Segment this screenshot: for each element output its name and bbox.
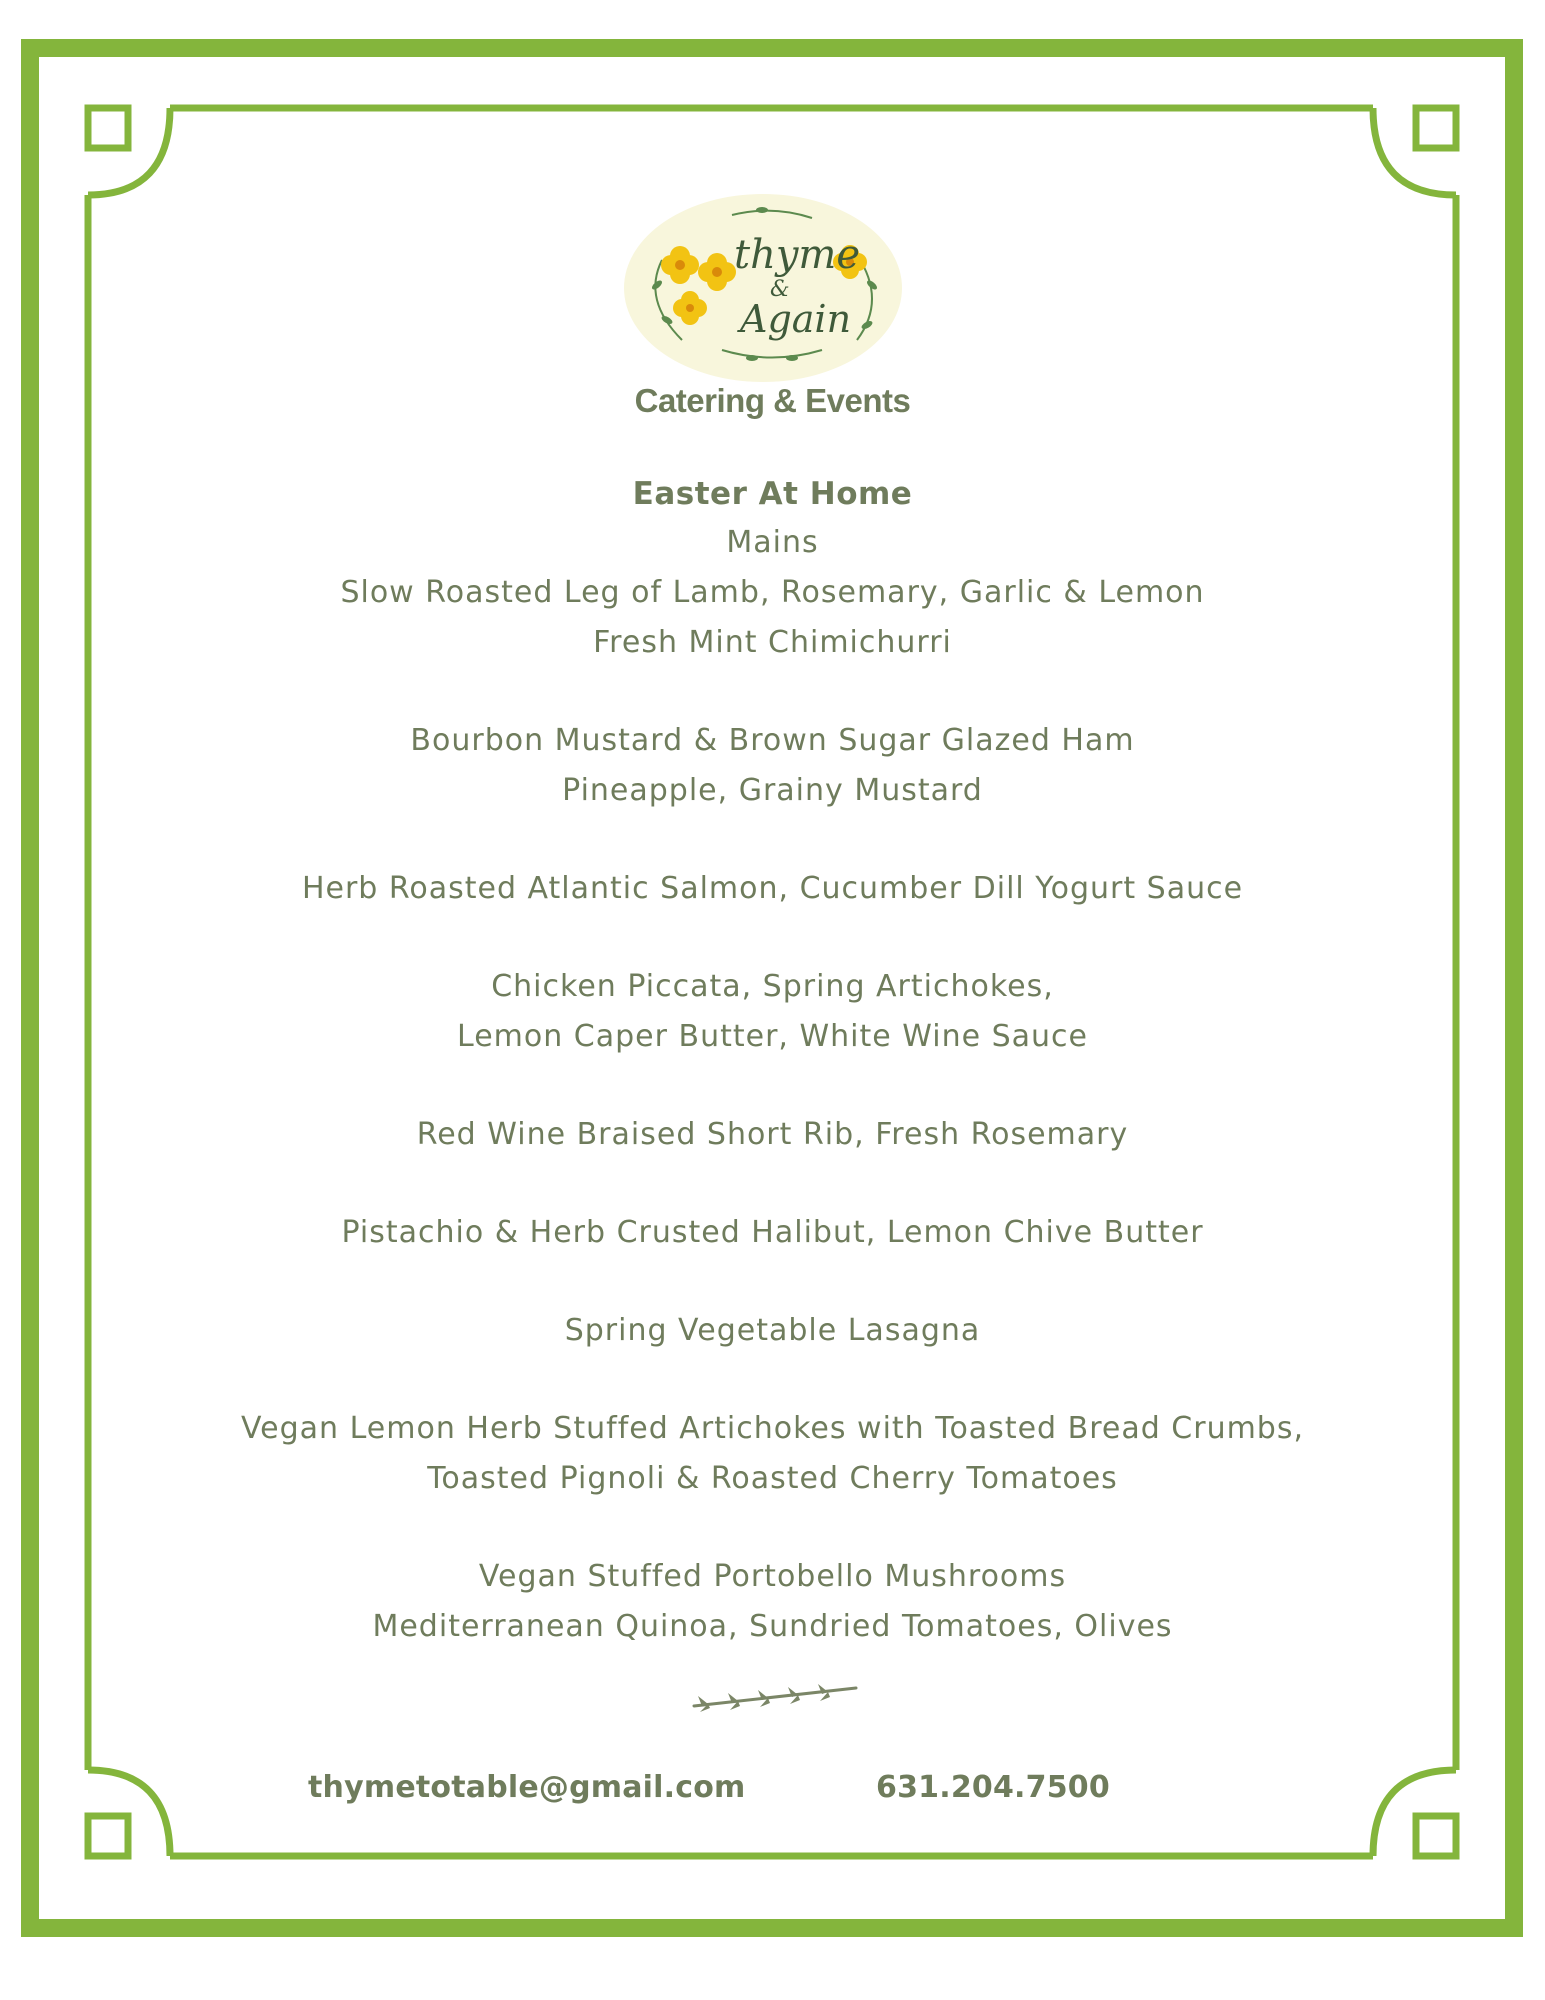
- sprig-icon: [690, 1680, 860, 1724]
- menu-item-line: Vegan Lemon Herb Stuffed Artichokes with Toasted Bread Crumbs,: [240, 1411, 1305, 1446]
- menu-item: [0, 1110, 1545, 1160]
- logo-text-again: Again: [740, 297, 852, 341]
- contact-phone[interactable]: 631.204.7500: [876, 1770, 1110, 1805]
- menu-item-line: Bourbon Mustard & Brown Sugar Glazed Ham: [410, 723, 1135, 758]
- brand-logo: [622, 190, 904, 386]
- menu-item: [0, 962, 1545, 1062]
- menu-item-line: Toasted Pignoli & Roasted Cherry Tomatoes: [427, 1461, 1118, 1496]
- menu-content: [0, 470, 1545, 1700]
- menu-item-line: Lemon Caper Butter, White Wine Sauce: [457, 1019, 1088, 1054]
- menu-item: [0, 1306, 1545, 1356]
- logo-artwork: [622, 190, 904, 386]
- menu-item-line: Slow Roasted Leg of Lamb, Rosemary, Garlic & Lemon: [340, 575, 1205, 610]
- logo-text-amp: &: [770, 277, 790, 302]
- menu-item-line: Herb Roasted Atlantic Salmon, Cucumber Dill Yogurt Sauce: [301, 871, 1244, 906]
- corner-square-br: [1416, 1816, 1456, 1856]
- menu-item: [0, 568, 1545, 668]
- contact-email[interactable]: thymetotable@gmail.com: [308, 1770, 746, 1805]
- menu-item: [0, 716, 1545, 816]
- logo-background: [624, 194, 902, 382]
- menu-item-line: Chicken Piccata, Spring Artichokes,: [491, 969, 1054, 1004]
- menu-item: [0, 1552, 1545, 1652]
- menu-item-line: Vegan Stuffed Portobello Mushrooms: [478, 1559, 1067, 1594]
- menu-item-line: Red Wine Braised Short Rib, Fresh Rosemary: [416, 1117, 1129, 1152]
- menu-item: [0, 1208, 1545, 1258]
- logo-text-thyme: thyme: [734, 232, 861, 278]
- menu-item-line: Spring Vegetable Lasagna: [564, 1313, 981, 1348]
- corner-square-tr: [1416, 108, 1456, 148]
- menu-item-line: Pineapple, Grainy Mustard: [562, 773, 983, 808]
- corner-square-bl: [88, 1816, 128, 1856]
- menu-item: [0, 1404, 1545, 1504]
- menu-title: Easter At Home: [632, 476, 913, 512]
- corner-square-tl: [88, 108, 128, 148]
- menu-item: [0, 864, 1545, 914]
- menu-section-heading: Mains: [726, 525, 819, 560]
- menu-item-line: Fresh Mint Chimichurri: [593, 625, 952, 660]
- menu-item-line: Pistachio & Herb Crusted Halibut, Lemon Chive Butter: [341, 1215, 1204, 1250]
- menu-item-line: Mediterranean Quinoa, Sundried Tomatoes, Olives: [372, 1609, 1173, 1644]
- dish-list: [0, 568, 1545, 1652]
- brand-tagline: Catering & Events: [634, 382, 911, 419]
